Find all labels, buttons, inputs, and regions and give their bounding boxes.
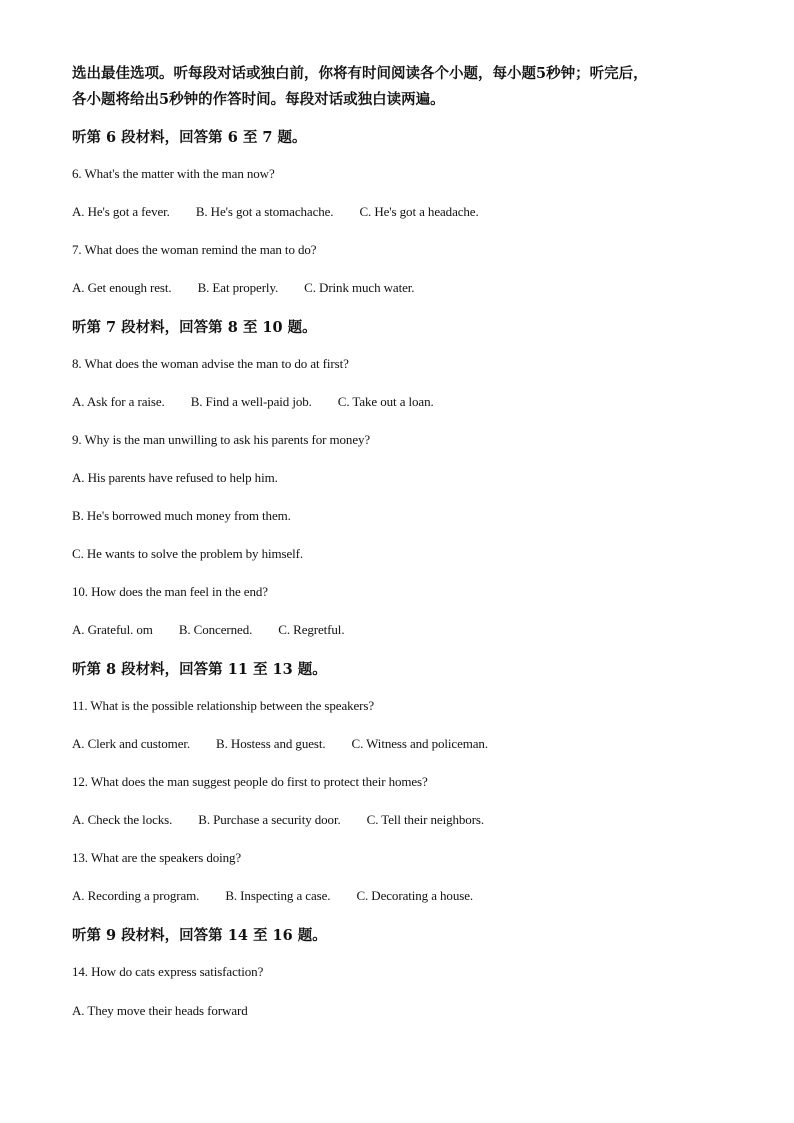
question-14: 14. How do cats express satisfaction? xyxy=(72,964,264,979)
question-11: 11. What is the possible relationship between the speakers? xyxy=(72,698,375,713)
section-heading-8: 听第 8 段材料，回答第 11 至 13 题。 xyxy=(72,661,327,678)
section-heading-6: 听第 6 段材料，回答第 6 至 7 题。 xyxy=(72,129,307,146)
option-7b: B. Eat properly. xyxy=(197,280,279,295)
options-10 xyxy=(72,622,344,638)
instructions-line-2: 各小题将给出5秒钟的作答时间。每段对话或独白读两遍。 xyxy=(72,91,445,108)
option-11a: A. Clerk and customer. xyxy=(72,736,191,751)
question-13: 13. What are the speakers doing? xyxy=(72,850,242,865)
option-14a: A. They move their heads forward xyxy=(72,1003,248,1018)
option-11b: B. Hostess and guest. xyxy=(216,736,326,751)
option-10c: C. Regretful. xyxy=(278,622,345,637)
question-12: 12. What does the man suggest people do first to protect their homes? xyxy=(72,774,428,789)
option-11c: C. Witness and policeman. xyxy=(351,736,488,751)
section-heading-7: 听第 7 段材料，回答第 8 至 10 题。 xyxy=(72,319,317,336)
option-6c: C. He's got a headache. xyxy=(359,204,479,219)
question-6: 6. What's the matter with the man now? xyxy=(72,166,275,181)
option-7a: A. Get enough rest. xyxy=(72,280,172,295)
option-8a: A. Ask for a raise. xyxy=(72,394,165,409)
option-12c: C. Tell their neighbors. xyxy=(366,812,485,827)
option-13c: C. Decorating a house. xyxy=(356,888,474,903)
option-8c: C. Take out a loan. xyxy=(337,394,434,409)
options-12 xyxy=(72,812,484,828)
question-9: 9. Why is the man unwilling to ask his parents for money? xyxy=(72,432,371,447)
options-8 xyxy=(72,394,434,410)
option-9a: A. His parents have refused to help him. xyxy=(72,470,278,485)
option-6b: B. He's got a stomachache. xyxy=(195,204,334,219)
option-9b: B. He's borrowed much money from them. xyxy=(72,508,291,523)
options-13 xyxy=(72,888,473,904)
question-10: 10. How does the man feel in the end? xyxy=(72,584,268,599)
option-7c: C. Drink much water. xyxy=(304,280,415,295)
question-7: 7. What does the woman remind the man to do? xyxy=(72,242,317,257)
instructions-line-1: 选出最佳选项。听每段对话或独白前，你将有时间阅读各个小题，每小题5秒钟；听完后， xyxy=(72,65,648,82)
option-8b: B. Find a well-paid job. xyxy=(190,394,312,409)
option-12a: A. Check the locks. xyxy=(72,812,173,827)
options-11 xyxy=(72,736,488,752)
section-heading-9: 听第 9 段材料，回答第 14 至 16 题。 xyxy=(72,927,327,944)
option-13a: A. Recording a program. xyxy=(72,888,200,903)
option-10b: B. Concerned. xyxy=(178,622,253,637)
option-10a: A. Grateful. om xyxy=(72,622,153,637)
option-9c: C. He wants to solve the problem by himself. xyxy=(72,546,304,561)
instructions xyxy=(72,61,732,113)
option-12b: B. Purchase a security door. xyxy=(198,812,341,827)
question-8: 8. What does the woman advise the man to do at first? xyxy=(72,356,349,371)
option-6a: A. He's got a fever. xyxy=(72,204,170,219)
option-13b: B. Inspecting a case. xyxy=(225,888,331,903)
options-7 xyxy=(72,280,414,296)
options-6 xyxy=(72,204,479,220)
